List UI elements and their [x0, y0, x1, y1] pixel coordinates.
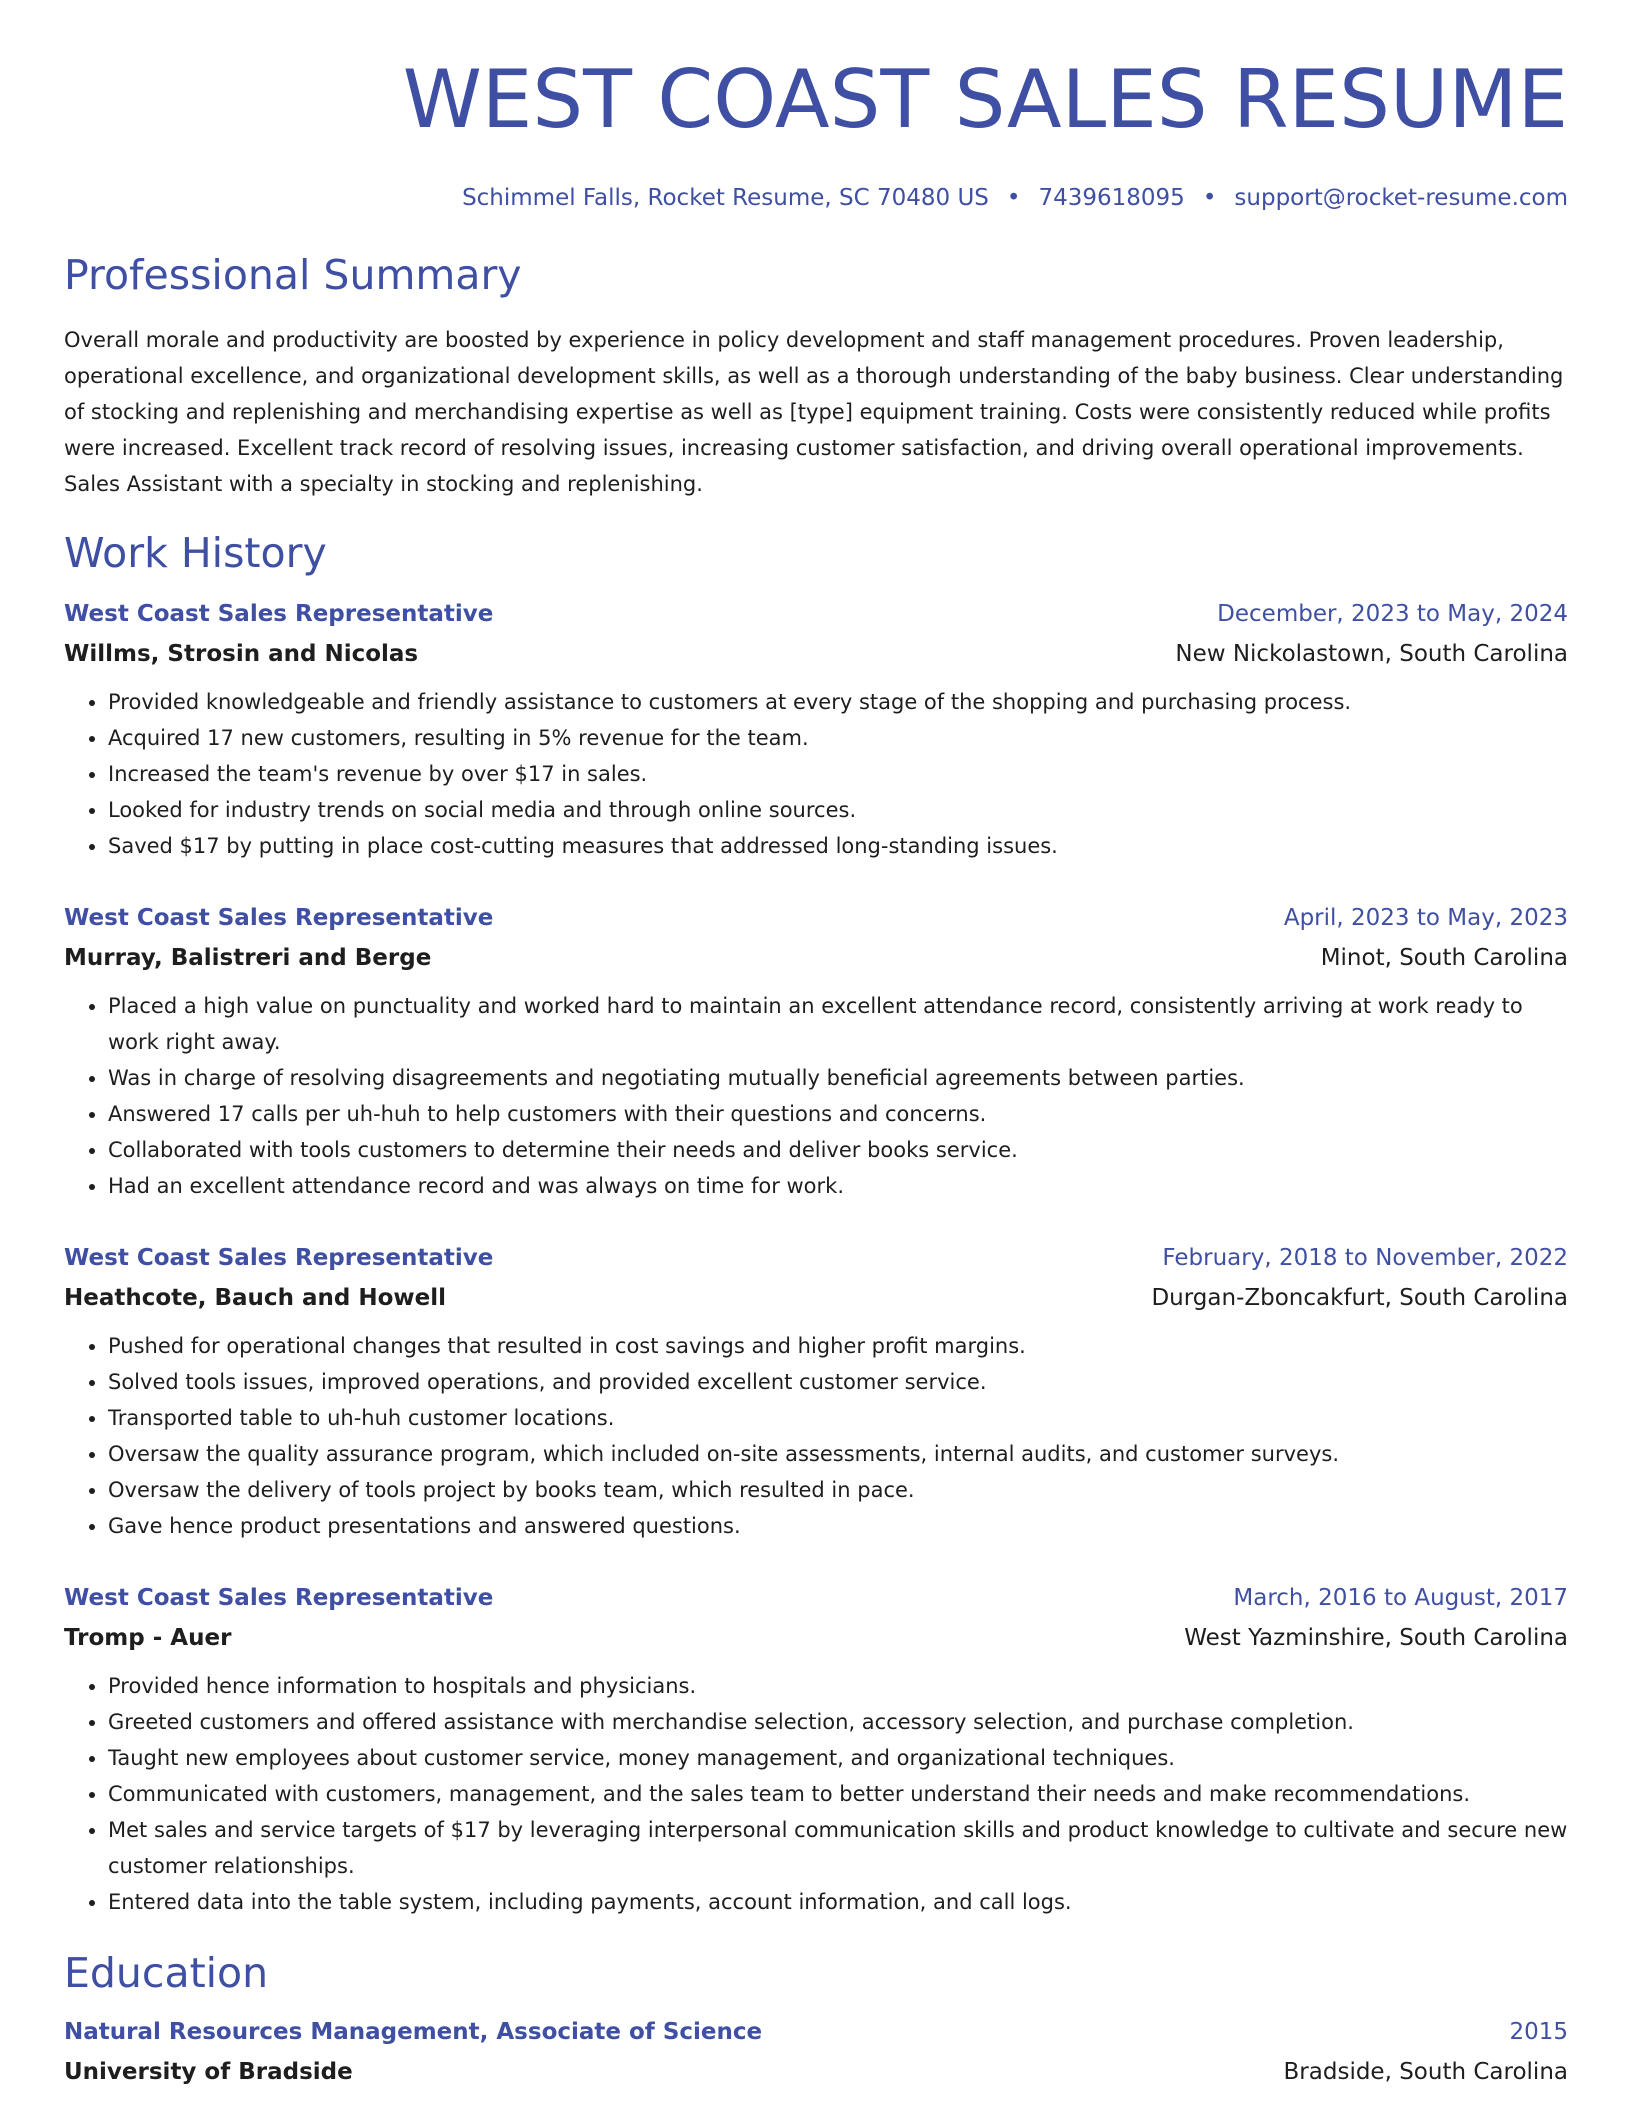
contact-line — [64, 184, 1568, 212]
job-location: New Nickolastown, South Carolina — [1175, 641, 1568, 667]
job-bullet: • Answered 17 calls per uh-huh to help customers with their questions and concerns. — [108, 1096, 1568, 1132]
contact-phone: 7439618095 — [1038, 185, 1185, 211]
education-school: University of Bradside — [64, 2059, 353, 2085]
job-bullet: • Saved $17 by putting in place cost-cutting measures that addressed long-standing issues. — [108, 828, 1568, 864]
job-entry — [64, 1238, 1568, 1544]
job-bullets — [64, 1668, 1568, 1920]
job-bullet: • Taught new employees about customer service, money management, and organizational techniques. — [108, 1740, 1568, 1776]
job-entry — [64, 898, 1568, 1204]
job-bullet: • Transported table to uh-huh customer locations. — [108, 1400, 1568, 1436]
job-dates: April, 2023 to May, 2023 — [1283, 905, 1568, 931]
job-employer: Heathcote, Bauch and Howell — [64, 1285, 446, 1311]
contact-email[interactable]: support@rocket-resume.com — [1234, 185, 1568, 211]
job-location: Minot, South Carolina — [1320, 945, 1568, 971]
job-bullets — [64, 988, 1568, 1204]
summary-heading: Professional Summary — [64, 251, 522, 299]
job-entry — [64, 594, 1568, 864]
job-bullet: • Had an excellent attendance record and was always on time for work. — [108, 1168, 1568, 1204]
work-history-list — [64, 594, 1568, 1920]
job-bullet: • Solved tools issues, improved operations, and provided excellent customer service. — [108, 1364, 1568, 1400]
contact-separator: • — [1006, 185, 1021, 211]
education-heading: Education — [64, 1949, 269, 1997]
job-bullet: • Met sales and service targets of $17 by leveraging interpersonal communication skills and product knowledge to cultivate and secure new customer relationships. — [108, 1812, 1568, 1884]
contact-address: Schimmel Falls, Rocket Resume, SC 70480 US — [462, 185, 989, 211]
job-location: West Yazminshire, South Carolina — [1184, 1625, 1568, 1651]
job-bullets — [64, 1328, 1568, 1544]
job-bullet: • Oversaw the delivery of tools project by books team, which resulted in pace. — [108, 1472, 1568, 1508]
job-bullet: • Communicated with customers, management, and the sales team to better understand their needs and make recommendations. — [108, 1776, 1568, 1812]
job-bullets — [64, 684, 1568, 864]
job-bullet: • Increased the team's revenue by over $17 in sales. — [108, 756, 1568, 792]
resume-header — [64, 0, 1568, 212]
job-bullet: • Was in charge of resolving disagreements and negotiating mutually beneficial agreements between parties. — [108, 1060, 1568, 1096]
summary-text: Overall morale and productivity are boosted by experience in policy development and staff management procedures. Proven leadership, operational excellence, and organizational development skills, as well as a thorough understanding of the baby business. Clear understanding of stocking and replenishing and merchandising expertise as well as [type] equipment training. Costs were consistently reduced while profits were increased. Excellent track record of resolving issues, increasing customer satisfaction, and driving overall operational improvements. Sales Assistant with a specialty in stocking and replenishing. — [64, 328, 1564, 496]
job-dates: March, 2016 to August, 2017 — [1233, 1585, 1568, 1611]
job-bullet: • Provided knowledgeable and friendly assistance to customers at every stage of the shopping and purchasing process. — [108, 684, 1568, 720]
job-employer: Tromp - Auer — [64, 1625, 232, 1651]
job-bullet: • Collaborated with tools customers to determine their needs and deliver books service. — [108, 1132, 1568, 1168]
job-title: West Coast Sales Representative — [64, 1245, 494, 1271]
job-bullet: • Looked for industry trends on social media and through online sources. — [108, 792, 1568, 828]
job-entry — [64, 1578, 1568, 1920]
education-degree: Natural Resources Management, Associate of Science — [64, 2019, 763, 2045]
job-bullet: • Oversaw the quality assurance program, which included on-site assessments, internal audits, and customer surveys. — [108, 1436, 1568, 1472]
job-bullet: • Pushed for operational changes that resulted in cost savings and higher profit margins. — [108, 1328, 1568, 1364]
job-dates: December, 2023 to May, 2024 — [1217, 601, 1568, 627]
job-bullet: • Acquired 17 new customers, resulting in 5% revenue for the team. — [108, 720, 1568, 756]
job-bullet: • Placed a high value on punctuality and worked hard to maintain an excellent attendance record, consistently arriving at work ready to work right away. — [108, 988, 1568, 1060]
education-location: Bradside, South Carolina — [1283, 2059, 1568, 2085]
job-bullet: • Gave hence product presentations and answered questions. — [108, 1508, 1568, 1544]
resume-name: WEST COAST SALES RESUME — [402, 53, 1568, 146]
education-entry — [64, 2012, 1568, 2092]
job-title: West Coast Sales Representative — [64, 601, 494, 627]
job-title: West Coast Sales Representative — [64, 1585, 494, 1611]
job-employer: Willms, Strosin and Nicolas — [64, 641, 419, 667]
resume-page — [64, 0, 1568, 2092]
job-bullet: • Greeted customers and offered assistance with merchandise selection, accessory selection, and purchase completion. — [108, 1704, 1568, 1740]
work-history-heading: Work History — [64, 529, 327, 577]
job-dates: February, 2018 to November, 2022 — [1162, 1245, 1568, 1271]
job-bullet: • Entered data into the table system, including payments, account information, and call logs. — [108, 1884, 1568, 1920]
job-location: Durgan-Zboncakfurt, South Carolina — [1151, 1285, 1568, 1311]
job-employer: Murray, Balistreri and Berge — [64, 945, 432, 971]
job-title: West Coast Sales Representative — [64, 905, 494, 931]
contact-separator: • — [1202, 185, 1217, 211]
education-year: 2015 — [1509, 2019, 1568, 2045]
job-bullet: • Provided hence information to hospitals and physicians. — [108, 1668, 1568, 1704]
